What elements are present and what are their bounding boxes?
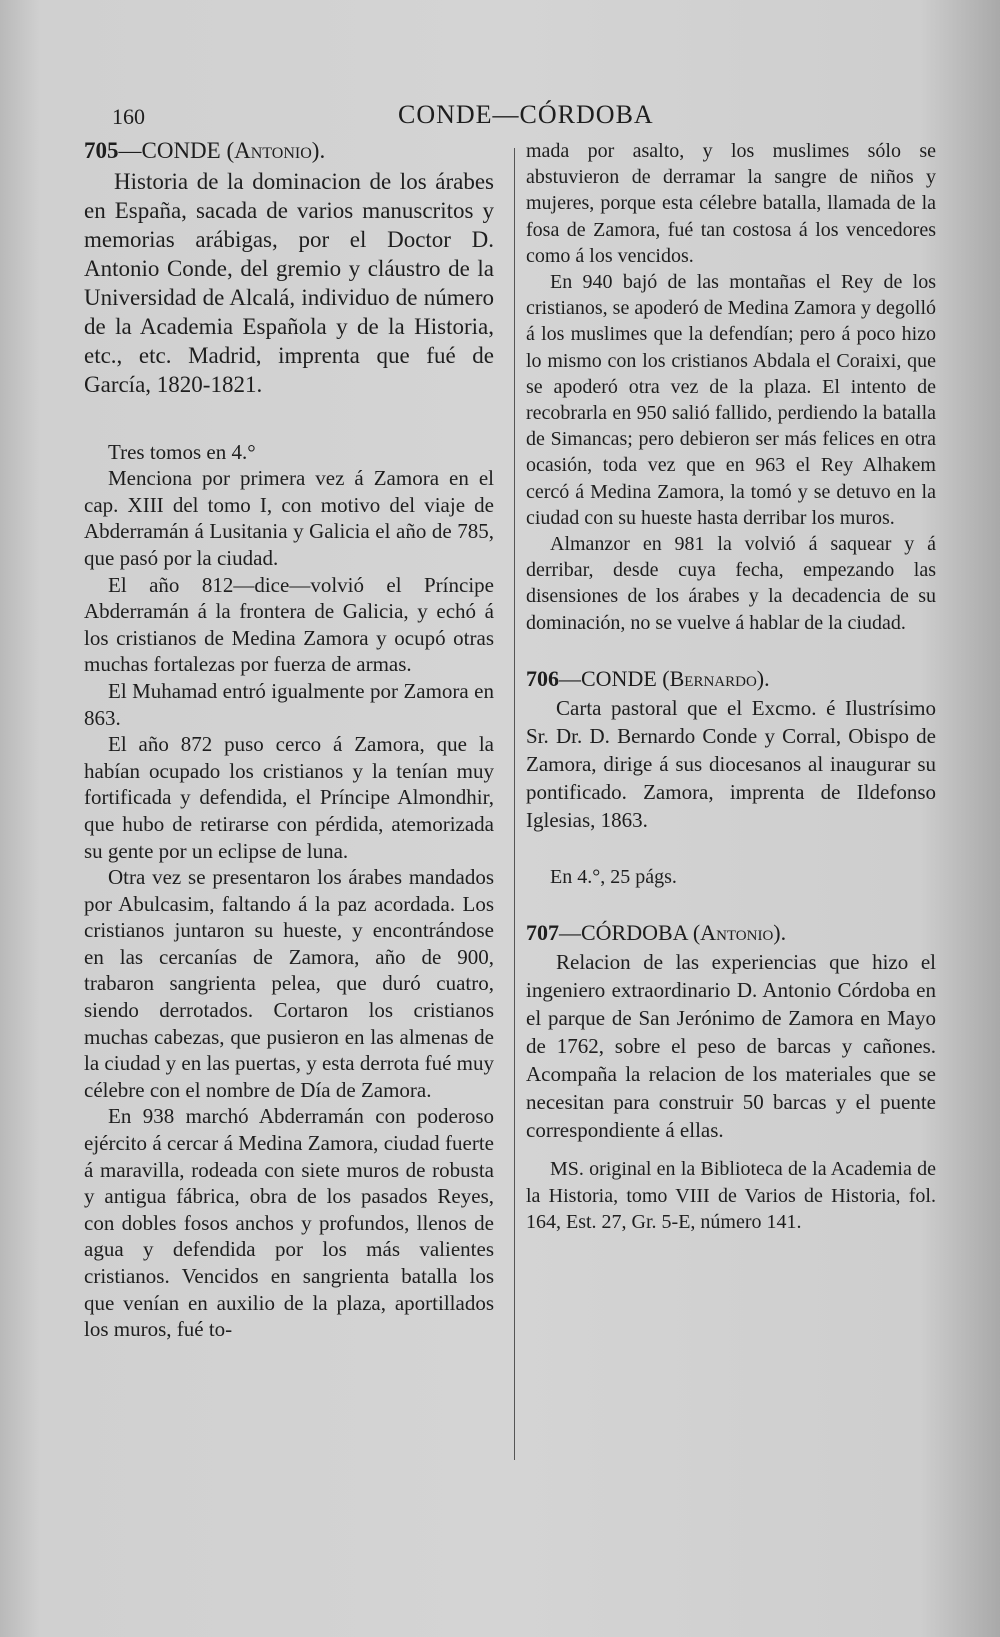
entry-706-heading [526, 666, 936, 692]
entry-dash: — [559, 665, 581, 691]
page-number: 160 [112, 104, 145, 129]
column-divider [514, 148, 515, 1460]
paragraph: El año 812—dice—volvió el Príncipe Abderramán á la frontera de Galicia, y echó á los cristianos de Medina Zamora y ocupó otras muchas fortalezas por fuerza de armas. [84, 572, 494, 677]
entry-given-name: (Bernardo). [662, 665, 770, 691]
entry-705-title: Historia de la dominacion de los árabes en España, sacada de varios manuscritos y memorias arábigas, por el Doctor D. Antonio Conde, del gremio y cláustro de la Universidad de Alcalá, individuo de número de la Academia Española y de la Historia, etc., etc. Madrid, imprenta que fué de García, 1820-1821. [84, 168, 494, 397]
entry-number: 707 [526, 920, 559, 946]
entry-given-name: (Antonio). [692, 920, 787, 946]
entry-surname: CONDE [141, 138, 221, 163]
paragraph: El año 872 puso cerco á Zamora, que la habían ocupado los cristianos y la tenían muy fortificada y defendida, el Príncipe Almondhir, que hubo de retirarse con pérdida, atemorizada su gente por un eclipse de luna. [84, 732, 494, 863]
paragraph: El Muhamad entró igualmente por Zamora en 863. [84, 678, 494, 730]
entry-surname: CÓRDOBA [581, 920, 688, 946]
entry-706-format: En 4.°, 25 págs. [550, 866, 677, 889]
right-column [526, 138, 936, 1235]
entry-number: 706 [526, 665, 559, 691]
entry-706-title: Carta pastoral que el Excmo. é Ilustrísimo Sr. Dr. D. Bernardo Conde y Corral, Obispo de Zamora, dirige á sus diocesanos al inaugurar su pontificado. Zamora, imprenta de Ildefonso Iglesias, 1863. [526, 696, 936, 833]
running-title: CONDE—CÓRDOBA [398, 100, 654, 129]
spacer [526, 636, 936, 666]
paragraph: En 938 marchó Abderramán con poderoso ejército á cercar á Medina Zamora, ciudad fuerte á maravilla, rodeada con siete muros de robusta y antigua fábrica, obra de los pasados Reyes, con dobles fosos anchos y profundos, llenos de agua y defendida por los más valientes cristianos. Vencidos en sangrienta batalla los que venían en auxilio de la plaza, aportillados los muros, fué to- [84, 1104, 494, 1342]
entry-705-heading [84, 138, 494, 165]
continuation-paragraph: mada por asalto, y los muslimes sólo se abstuvieron de derramar la sangre de niños y mujeres, porque esta célebre batalla, llamada de la fosa de Zamora, fué tan costosa á los vencedores como á los vencidos. [526, 140, 936, 267]
running-head [0, 100, 1000, 140]
spacer [84, 399, 494, 439]
paragraph: Almanzor en 981 la volvió á saquear y á derribar, desde cuya fecha, empezando las disensiones de los árabes y la decadencia de su dominación, no se vuelve á hablar de la ciudad. [526, 533, 936, 634]
paragraph: Otra vez se presentaron los árabes mandados por Abulcasim, faltando á la paz acordada. Los cristianos juntaron su hueste, y encontrándose en las cercanías de Zamora, año de 900, trabaron sangrienta pelea, que duró cuatro, siendo derrotados. Cortaron los cristianos muchas cabezas, que pusieron en las almenas de la ciudad y en las puertas, y esta derrota fué muy célebre con el nombre de Día de Zamora. [84, 865, 494, 1102]
entry-given-name: (Antonio). [226, 138, 326, 163]
entry-705-format: Tres tomos en 4.° [108, 439, 256, 464]
entry-number: 705 [84, 138, 119, 163]
entry-surname: CONDE [581, 665, 657, 691]
spacer [526, 834, 936, 864]
entry-dash: — [559, 920, 581, 946]
entry-dash: — [118, 138, 142, 163]
entry-707-title: Relacion de las experiencias que hizo el ingeniero extraordinario D. Antonio Córdoba en el parque de San Jerónimo de Zamora en Mayo de 1762, sobre el peso de barcas y cañones. Acompaña la relacion de los materiales que se necesitan para construir 50 barcas y el puente correspondiente á ellas. [526, 950, 936, 1143]
entry-707-note: MS. original en la Biblioteca de la Academia de la Historia, tomo VIII de Varios de Historia, fol. 164, Est. 27, Gr. 5-E, número 141. [526, 1158, 936, 1233]
paragraph: En 940 bajó de las montañas el Rey de los cristianos, se apoderó de Medina Zamora y degolló á los muslimes que la defendían; pero á poco hizo lo mismo con los cristianos Abdala el Coraixi, que se apoderó otra vez de la plaza. El intento de recobrarla en 950 salió fallido, perdiendo la batalla de Simancas; pero debieron ser más felices en otra ocasión, toda vez que en 963 el Rey Alhakem cercó á Medina Zamora, la tomó y se detuvo en la ciudad con su hueste hasta derribar los muros. [526, 271, 936, 529]
entry-707-heading [526, 920, 936, 946]
left-column [84, 138, 494, 1343]
paragraph: Menciona por primera vez á Zamora en el cap. XIII del tomo I, con motivo del viaje de Abderramán á Lusitania y Galicia el año de 785, que pasó por la ciudad. [84, 466, 494, 570]
spacer [526, 1144, 936, 1156]
spacer [526, 890, 936, 920]
